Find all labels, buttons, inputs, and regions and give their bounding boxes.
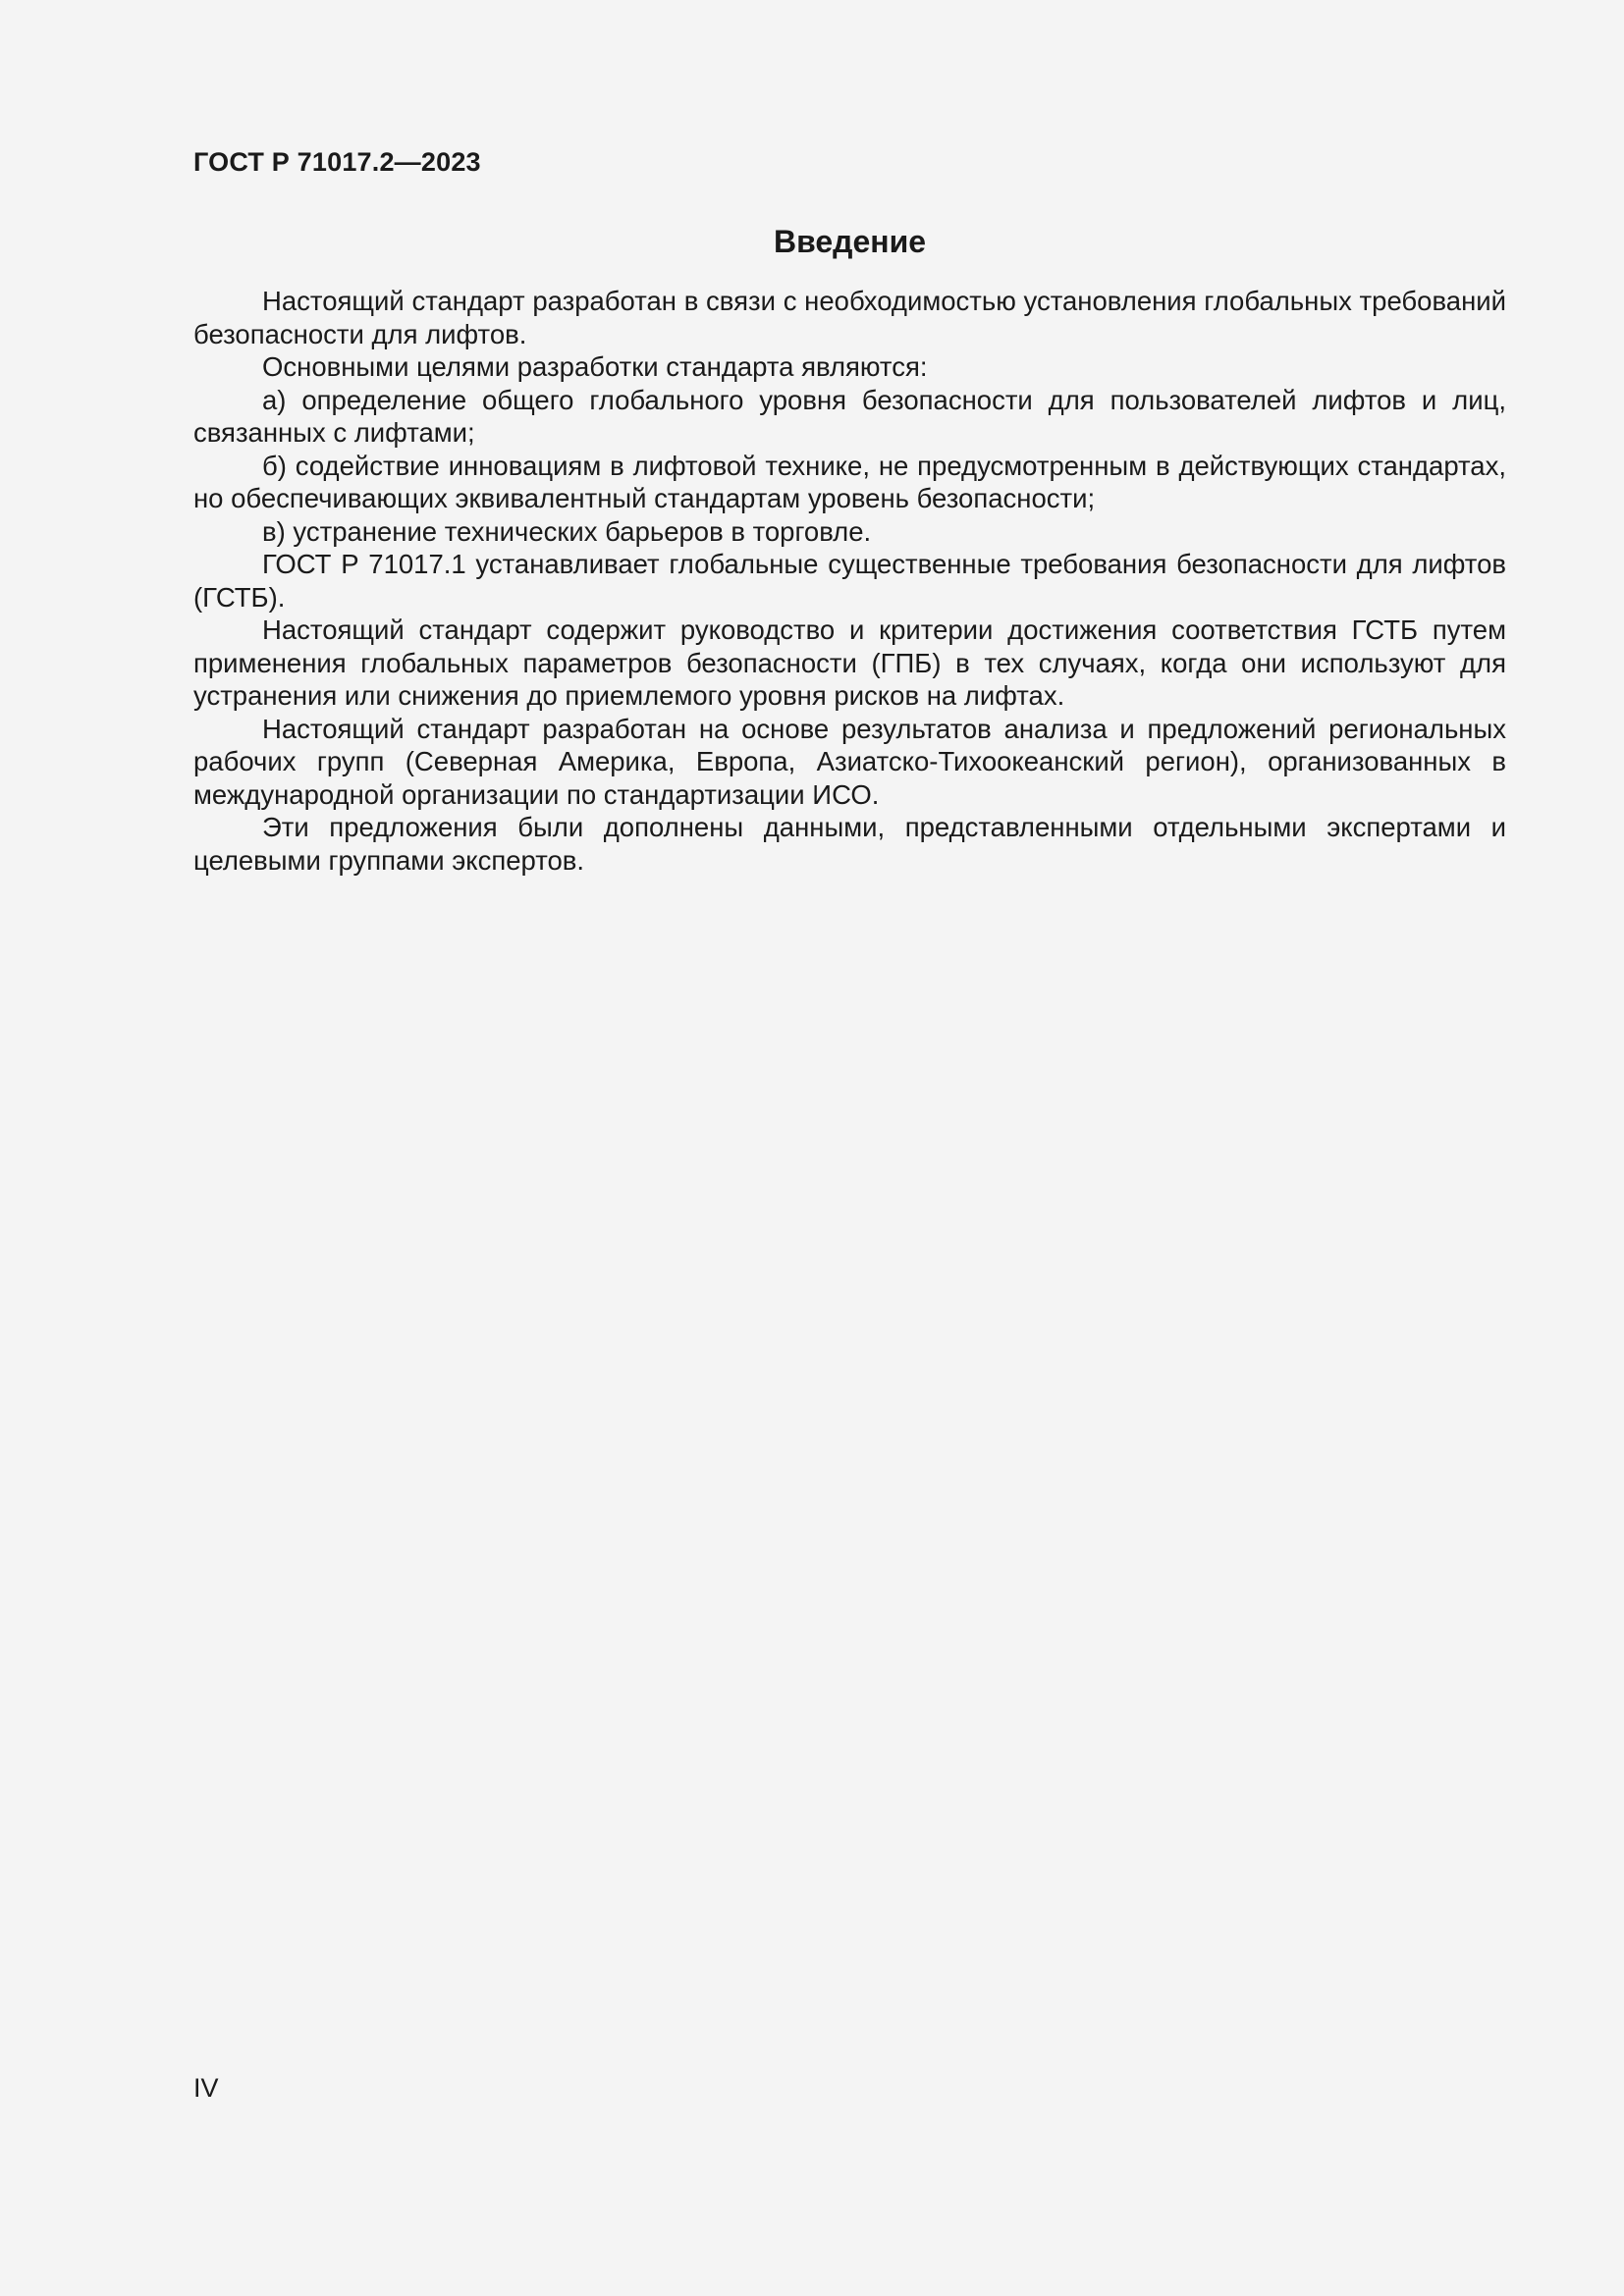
section-title: Введение <box>773 224 927 259</box>
paragraph: Основными целями разработки стандарта являются: <box>262 351 928 382</box>
paragraph: Настоящий стандарт разработан в связи с необходимостью установления глобальных требований безопасности для лифтов. <box>193 286 1506 349</box>
list-item: б) содействие инновациям в лифтовой технике, не предусмотренным в действующих стандартах, но обеспечивающих эквивалентный стандартам уровень безопасности; <box>193 450 1506 513</box>
document-code: ГОСТ Р 71017.2—2023 <box>193 147 481 177</box>
list-item: в) устранение технических барьеров в торговле. <box>262 515 872 547</box>
list-item: а) определение общего глобального уровня безопасности для пользователей лифтов и лиц, связанных с лифтами; <box>193 384 1506 448</box>
body-text <box>193 285 1506 877</box>
paragraph: Настоящий стандарт содержит руководство и критерии достижения соответствия ГСТБ путем применения глобальных параметров безопасности (ГПБ) в тех случаях, когда они используют для устранения или снижения до приемлемого уровня рисков на лифтах. <box>193 614 1506 711</box>
paragraph: Настоящий стандарт разработан на основе результатов анализа и предложений региональных рабочих групп (Северная Америка, Европа, Азиатско-Тихоокеанский регион), организованных в международной организации по стандартизации ИСО. <box>193 713 1506 810</box>
paragraph: ГОСТ Р 71017.1 устанавливает глобальные существенные требования безопасности для лифтов (ГСТБ). <box>193 549 1506 613</box>
page-number: IV <box>193 2073 219 2103</box>
paragraph: Эти предложения были дополнены данными, представленными отдельными экспертами и целевыми группами экспертов. <box>193 812 1506 876</box>
